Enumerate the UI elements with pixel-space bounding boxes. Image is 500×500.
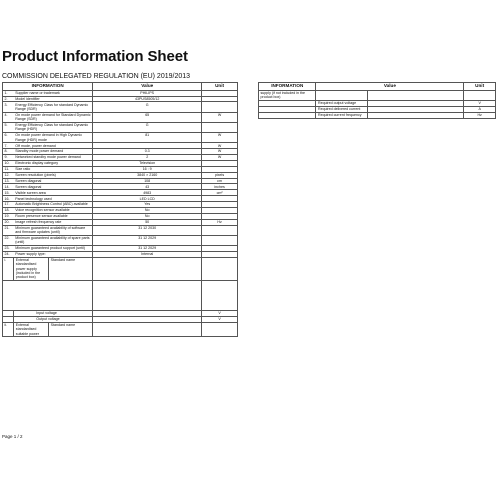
row-label: Minimum guaranteed availability of software and firmware updates (until) [14, 225, 93, 235]
row-value: G [93, 122, 202, 132]
row-label: Panel technology used [14, 196, 93, 202]
row-label: On mode power demand in High Dynamic Range (HDR) mode [14, 133, 93, 143]
row-number: 5. [3, 122, 14, 132]
row-number: 11. [3, 166, 14, 172]
row-unit [464, 90, 496, 100]
row-label: Electronic display category [14, 160, 93, 166]
table-row [3, 133, 238, 143]
row-value: 50 [93, 219, 202, 225]
row-value: 0.3 [93, 149, 202, 155]
row-value: 43PUS8505/12 [93, 96, 202, 102]
row-number: 22. [3, 235, 14, 245]
table-row [3, 112, 238, 122]
power-supply-block [3, 257, 238, 336]
table-row [3, 235, 238, 245]
row-number: 15. [3, 190, 14, 196]
row-label: Off mode, power demand [14, 143, 93, 149]
row-number: 8. [3, 149, 14, 155]
row-unit [202, 102, 238, 112]
row-sublabel [316, 90, 368, 100]
row-number: 2. [3, 96, 14, 102]
row-unit: W [202, 149, 238, 155]
table-row [3, 225, 238, 235]
row-number: 20. [3, 219, 14, 225]
row-label: Minimum guaranteed product support (until) [14, 246, 93, 252]
row-label: Supplier name or trademark [14, 90, 93, 96]
row-number: 19. [3, 213, 14, 219]
row-unit: cm [202, 178, 238, 184]
row-label: Standby mode power demand [14, 149, 93, 155]
row-label: Minimum guaranteed availability of spare parts (until) [14, 235, 93, 245]
row-number: 4. [3, 112, 14, 122]
row-value: 2 [93, 154, 202, 160]
row-value: LED LCD [93, 196, 202, 202]
row-number: 3. [3, 102, 14, 112]
row-number: 24. [3, 251, 14, 257]
row-unit [202, 225, 238, 235]
row-number: 6. [3, 133, 14, 143]
row-sublabel: Required current frequency [316, 112, 368, 118]
row-label: Screen resolution (pixels) [14, 172, 93, 178]
row-label: Automatic Brightness Control (ABC) available [14, 202, 93, 208]
row-unit: W [202, 154, 238, 160]
row-value: No [93, 213, 202, 219]
table-row [259, 112, 496, 118]
row-unit: inches [202, 184, 238, 190]
row-label: Energy Efficiency Class for standard Dynamic Range (HDR) [14, 122, 93, 132]
row-label: Visible screen area [14, 190, 93, 196]
row-label: Voice recognition sensor available [14, 208, 93, 214]
row-number: 10. [3, 160, 14, 166]
row-value: 108 [93, 178, 202, 184]
row-value: No [93, 208, 202, 214]
right-info-table [258, 82, 496, 119]
row-value: Television [93, 160, 202, 166]
unit-cell [202, 257, 238, 280]
row-value: 43 [93, 184, 202, 190]
table-row [259, 90, 496, 100]
row-unit: Hz [202, 219, 238, 225]
row-sublabel: Required output voltage [316, 100, 368, 106]
row-label: Image refresh frequency rate [14, 219, 93, 225]
regulation-subtitle: COMMISSION DELEGATED REGULATION (EU) 2019/2013 [2, 73, 191, 80]
table-row [3, 102, 238, 112]
row-sublabel: Required delivered current [316, 106, 368, 112]
table-row [3, 122, 238, 132]
row-number: 18. [3, 208, 14, 214]
row-value: 65 [93, 112, 202, 122]
row-unit [202, 235, 238, 245]
main-info-table [2, 82, 238, 337]
table-row-spacer [3, 280, 238, 310]
input-voltage-label: Input voltage [14, 310, 93, 316]
row-prefix: i. [3, 257, 14, 280]
row-unit: W [202, 112, 238, 122]
standard-name-label: Standard name [50, 322, 76, 327]
row-value [368, 112, 464, 118]
row-number: 9. [3, 154, 14, 160]
main-table-header [3, 83, 238, 91]
row-label: Room presence sensor available [14, 213, 93, 219]
row-number: 12. [3, 172, 14, 178]
row-label: Power supply type: [14, 251, 93, 257]
power-supply-suitable-label: External standardised suitable power [14, 323, 48, 336]
right-table-header [259, 83, 496, 91]
row-unit: pixels [202, 172, 238, 178]
row-value: Yes [93, 202, 202, 208]
output-voltage-label: Output voltage [14, 316, 93, 322]
row-value: Internal [93, 251, 202, 257]
row-label: Networked standby mode power demand [14, 154, 93, 160]
table-row [3, 322, 238, 336]
header-value: Value [93, 83, 202, 91]
row-label: On mode power demand for Standard Dynamic Range (SDR) [14, 112, 93, 122]
table-row [3, 257, 238, 280]
row-label: Screen diagonal [14, 178, 93, 184]
row-number: 14. [3, 184, 14, 190]
header-unit: Unit [202, 83, 238, 91]
page-title: Product Information Sheet [2, 48, 188, 65]
row-unit: V [464, 100, 496, 106]
row-number: 17. [3, 202, 14, 208]
row-number: 1. [3, 90, 14, 96]
row-number: 16. [3, 196, 14, 202]
row-value: 81 [93, 133, 202, 143]
row-value: 31 12 2029 [93, 235, 202, 245]
row-unit: Hz [464, 112, 496, 118]
row-unit: W [202, 143, 238, 149]
row-value: PHILIPS [93, 90, 202, 96]
row-label: Model identifier [14, 96, 93, 102]
row-value: 16 : 9 [93, 166, 202, 172]
row-unit: cm² [202, 190, 238, 196]
row-unit: W [202, 133, 238, 143]
row-unit: A [464, 106, 496, 112]
header-unit: Unit [464, 83, 496, 91]
page-footer: Page 1 / 2 [2, 434, 23, 439]
row-value: 4983 [93, 190, 202, 196]
header-information: INFORMATION [259, 83, 316, 91]
row-value: 3840 × 2160 [93, 172, 202, 178]
row-number: 21. [3, 225, 14, 235]
row-prefix: ii. [3, 322, 14, 336]
row-unit [202, 122, 238, 132]
header-value: Value [316, 83, 464, 91]
header-information: INFORMATION [3, 83, 93, 91]
row-label: supply (if not included in the product box) [259, 90, 316, 100]
row-label [259, 112, 316, 118]
row-value: 31 12 2030 [93, 225, 202, 235]
unit-cell: V [202, 310, 238, 316]
power-supply-included-label: External standardised power supply (included in the product box) [14, 258, 48, 280]
standard-name-label: Standard name [50, 258, 76, 263]
row-value [368, 90, 464, 100]
unit-cell: V [202, 316, 238, 322]
value-cell [93, 257, 202, 280]
row-number: 23. [3, 246, 14, 252]
row-value: G [93, 102, 202, 112]
row-value: 31 12 2029 [93, 246, 202, 252]
row-label: Size ratio [14, 166, 93, 172]
row-label: Energy Efficiency Class for standard Dynamic Range (SDR) [14, 102, 93, 112]
row-number: 7. [3, 143, 14, 149]
row-number: 13. [3, 178, 14, 184]
row-label: Screen diagonal [14, 184, 93, 190]
